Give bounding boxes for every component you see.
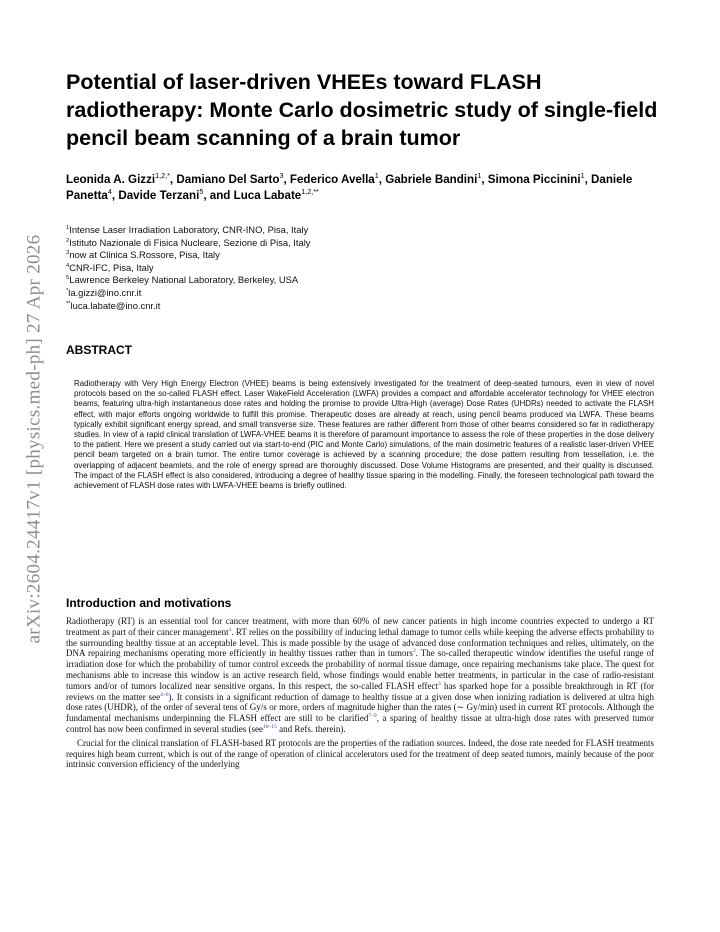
- affiliation-text: now at Clinica S.Rossore, Pisa, Italy: [69, 249, 220, 261]
- author-name: Daniele Panetta: [66, 173, 633, 202]
- body-paragraph: Radiotherapy (RT) is an essential tool for cancer treatment, with more than 60% of new cancer patients in high income countries expected to undergo a RT treatment as part of their cancer management$^1$. RT relies on the possibility of inducing lethal damage to tumor cells while keeping the adverse effects probability to the surrounding healthy tissue at an acceptable level. This is made possible by the usage of advanced dose conformation techniques and relies, ultimately, on the DNA repairing mechanisms operating more efficiently in healthy tissues rather than in tumors$^2$. The so-called therapeutic window identifies the useful range of irradiation dose for which the probability of tumor control exceeds the probability of normal tissue damage, once repairing mechanisms take place. The quest for mechanisms able to increase this window is an active research field, whose findings would enable better treatments, in particular in the case of radio-resistant tumors and/or of tumors localized near sensitive organs. In this respect, the so-called FLASH effect$^3$ has sparked hope for a possible breakthrough in RT (for reviews on the matter see$^{4-6}$). It consists in a significant reduction of damage to healthy tissue at a given dose when ionizing radiation is delivered at ultra high dose rates (UHDR), of the order of several tens of Gy/s or more, orders of magnitude higher than the rates (∼ Gy/min) used in current RT protocols. Although the fundamental mechanisms underpinning the FLASH effect are still to be clarified$^{7-9}$, a sparing of healthy tissue at ultra-high dose rates with preserved tumor control has now been confirmed in several studies (see$^{10-15}$ and Refs. therein).: [66, 616, 655, 734]
- affiliation-text: CNR-IFC, Pisa, Italy: [69, 261, 154, 273]
- paper-title: Potential of laser-driven VHEEs toward FLASH radiotherapy: Monte Carlo dosimetric study of single-field pencil beam scanning of a brain tumor: [66, 70, 658, 150]
- affiliation-mark: *: [66, 287, 69, 294]
- body-paragraph: Crucial for the clinical translation of FLASH-based RT protocols are the properties of the radiation sources. Indeed, the dose rate needed for FLASH treatments requires high beam current, which is out of the range of operation of clinical accelerators used for the treatment of deep seated tumors, mainly because of the poor intrinsic conversion efficiency of the underlying: [66, 737, 654, 770]
- citation-link[interactable]: 3: [438, 680, 441, 687]
- author-name: Davide Terzani: [118, 189, 200, 202]
- affiliation-mark: 3: [66, 250, 70, 257]
- author-name: Federico Avella: [289, 173, 375, 186]
- abstract-text: Radiotherapy with Very High Energy Electron (VHEE) beams is being extensively investigated for the treatment of deep-seated tumours, even in view of novel protocols based on the so-called FLASH effect. Laser WakeField Acceleration (LWFA) provides a compact and affordable accelerator technology for VHEE electron beams, featuring ultra-high instantaneous dose rates and holding the promise to provide Ultra-High (average) Dose Rates (UHDRs) needed to activate the FLASH effect, with major efforts ongoing worldwide to fulfill this promise. Therapeutic doses are already at reach, using pencil beams produced via LWFA. These beams typically exhibit significant energy spread, and small transverse size. These features are rather different from those of other beams considered so far in radiotherapy studies. In view of a rapid clinical translation of LWFA-VHEE beams it is therefore of paramount importance to assess the role of these properties in the dose delivery to the patient. Here we present a study carried out via start-to-end (PIC and Monte Carlo) simulations, of the main dosimetric features of a realistic laser-driven VHEE pencil beam targeted on a brain tumor. The entire tumor coverage is achieved by a scanning procedure; the dose pattern resulting from tessellation, i.e. the overlapping of adjacent beamlets, and the role of energy spread are thoroughly discussed. Dose Volume Histograms are presented, and their quality is discussed. The impact of the FLASH effect is also considered, introducing a degree of healthy tissue sparing in the modelling. Finally, the foreseen technological path toward the achievement of FLASH dose rates with LWFA-VHEE beams is briefly outlined.: [74, 379, 654, 491]
- citation-link[interactable]: 4–6: [160, 691, 169, 698]
- citation-link[interactable]: 7–9: [368, 713, 377, 720]
- affiliation-item: [66, 237, 666, 250]
- affiliation-item: [66, 300, 666, 313]
- affiliation-text: luca.labate@ino.cnr.it: [70, 299, 161, 311]
- affiliation-mark: 4: [66, 262, 70, 269]
- affiliation-mark: 2: [66, 237, 70, 244]
- section-heading-introduction: Introduction and motivations: [66, 596, 232, 610]
- affiliation-mark: **: [66, 300, 71, 307]
- affiliation-text: la.gizzi@ino.cnr.it: [68, 286, 142, 298]
- author-name: Leonida A. Gizzi: [66, 173, 156, 186]
- affiliation-item: [66, 249, 666, 262]
- affiliation-mark: 5: [66, 275, 70, 282]
- affiliation-text: Lawrence Berkeley National Laboratory, Berkeley, USA: [69, 274, 299, 286]
- author-list: Leonida A. Gizzi$^{1,2,*}$, Damiano Del Sarto$^3$, Federico Avella$^1$, Gabriele Bandini$^1$, Simona Piccinini$^1$, Daniele Panetta$^4$, Davide Terzani$^5$, and Luca Labate$^{1,2,**}$: [66, 171, 633, 202]
- affiliation-item: [66, 224, 666, 237]
- author-name: Damiano Del Sarto: [176, 173, 280, 186]
- author-affiliation-mark: 1,2,*: [155, 171, 170, 181]
- author-affiliation-mark: 1,2,**: [301, 187, 319, 197]
- author-affiliation-mark: 4: [107, 187, 112, 197]
- introduction-body: [66, 616, 654, 770]
- affiliation-mark: 1: [66, 224, 70, 231]
- affiliation-item: [66, 274, 666, 287]
- author-name: Gabriele Bandini: [385, 173, 478, 186]
- author-name: Luca Labate: [233, 189, 302, 202]
- affiliation-list: [66, 224, 666, 312]
- author-affiliation-mark: 1: [580, 171, 585, 181]
- affiliation-text: Istituto Nazionale di Fisica Nucleare, Sezione di Pisa, Italy: [69, 236, 311, 248]
- author-affiliation-mark: 1: [374, 171, 379, 181]
- affiliation-text: Intense Laser Irradiation Laboratory, CNR-INO, Pisa, Italy: [69, 224, 309, 235]
- abstract-heading: ABSTRACT: [66, 343, 132, 357]
- affiliation-item: [66, 262, 666, 275]
- citation-link[interactable]: 1: [228, 626, 232, 633]
- author-affiliation-mark: 3: [279, 171, 284, 181]
- author-affiliation-mark: 5: [199, 187, 204, 197]
- citation-link[interactable]: 10–15: [262, 723, 277, 730]
- affiliation-item: [66, 287, 666, 300]
- author-affiliation-mark: 1: [477, 171, 482, 181]
- arxiv-identifier-strip: [20, 211, 48, 667]
- arxiv-identifier: arXiv:2604.24417v1 [physics.med-ph] 27 Apr 2026: [23, 234, 44, 644]
- citation-link[interactable]: 2: [412, 648, 416, 655]
- author-name: Simona Piccinini: [487, 173, 581, 186]
